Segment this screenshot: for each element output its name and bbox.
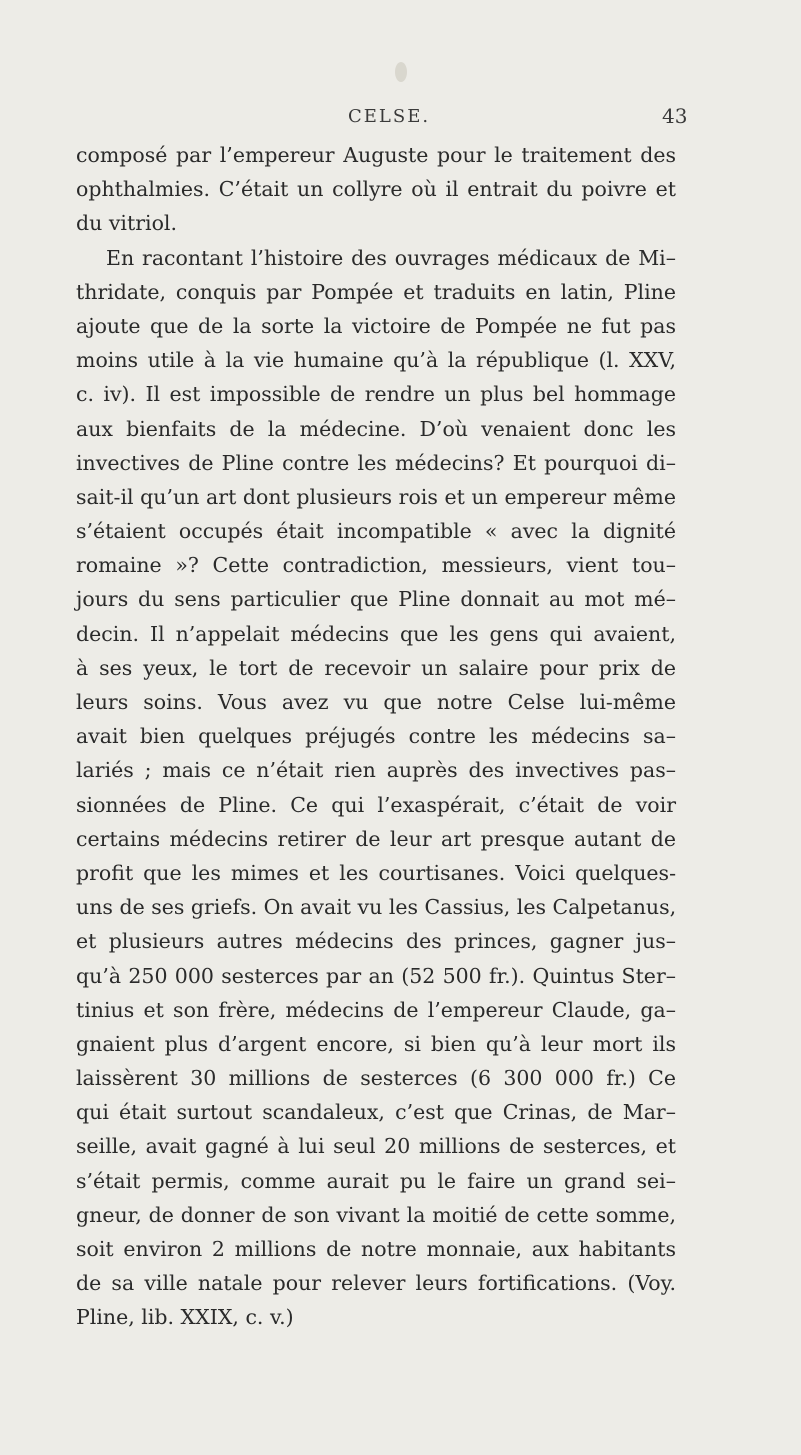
text-line: En racontant l’histoire des ouvrages médicaux de Mi– bbox=[106, 245, 676, 270]
text-line: s’étaient occupés était incompatible « avec la dignité bbox=[76, 519, 676, 544]
text-line: de sa ville natale pour relever leurs fortifications. (Voy. bbox=[76, 1271, 676, 1296]
text-line: à ses yeux, le tort de recevoir un salaire pour prix de bbox=[76, 655, 676, 680]
text-line: gnaient plus d’argent encore, si bien qu’à leur mort ils bbox=[76, 1031, 676, 1056]
text-line: uns de ses griefs. On avait vu les Cassius, les Calpetanus, bbox=[76, 895, 677, 920]
text-line: c. iv). Il est impossible de rendre un plus bel hommage bbox=[76, 382, 676, 407]
text-line: romaine »? Cette contradiction, messieurs, vient tou– bbox=[76, 553, 676, 578]
text-line: gneur, de donner de son vivant la moitié de cette somme, bbox=[76, 1202, 676, 1227]
text-line: sait-il qu’un art dont plusieurs rois et un empereur même bbox=[76, 484, 676, 509]
text-line: aux bienfaits de la médecine. D’où venaient donc les bbox=[76, 416, 676, 441]
text-line: invectives de Pline contre les médecins? Et pourquoi di– bbox=[76, 450, 676, 475]
running-title: CELSE. bbox=[348, 106, 431, 127]
text-line: s’était permis, comme aurait pu le faire un grand sei– bbox=[76, 1168, 676, 1193]
running-head bbox=[0, 106, 801, 136]
text-line: avait bien quelques préjugés contre les médecins sa– bbox=[76, 724, 676, 749]
page-number: 43 bbox=[662, 104, 688, 128]
text-line: decin. Il n’appelait médecins que les gens qui avaient, bbox=[76, 621, 676, 646]
text-line: et plusieurs autres médecins des princes, gagner jus– bbox=[76, 929, 676, 954]
text-line: composé par l’empereur Auguste pour le traitement des bbox=[76, 143, 676, 167]
text-line: thridate, conquis par Pompée et traduits en latin, Pline bbox=[76, 279, 676, 304]
text-line: laissèrent 30 millions de sesterces (6 300 000 fr.) Ce bbox=[76, 1066, 676, 1091]
text-line: lariés ; mais ce n’était rien auprès des invectives pas– bbox=[76, 758, 676, 783]
text-line: certains médecins retirer de leur art presque autant de bbox=[76, 826, 676, 851]
text-line: seille, avait gagné à lui seul 20 millions de sesterces, et bbox=[76, 1134, 676, 1159]
text-line: soit environ 2 millions de notre monnaie, aux habitants bbox=[76, 1237, 676, 1261]
text-line: tinius et son frère, médecins de l’empereur Claude, ga– bbox=[76, 997, 676, 1022]
text-line: qui était surtout scandaleux, c’est que Crinas, de Mar– bbox=[76, 1100, 676, 1125]
text-line: Pline, lib. XXIX, c. v.) bbox=[76, 1305, 294, 1330]
text-line: profit que les mimes et les courtisanes. Voici quelques- bbox=[76, 860, 676, 885]
text-line: moins utile à la vie humaine qu’à la république (l. XXV, bbox=[76, 348, 676, 373]
text-line: qu’à 250 000 sesterces par an (52 500 fr.). Quintus Ster– bbox=[76, 963, 676, 988]
text-line: du vitriol. bbox=[76, 211, 177, 236]
text-line: ophthalmies. C’était un collyre où il entrait du poivre et bbox=[76, 177, 676, 202]
body-text bbox=[76, 138, 676, 1335]
text-line: sionnées de Pline. Ce qui l’exaspérait, c’était de voir bbox=[76, 792, 676, 817]
text-line: ajoute que de la sorte la victoire de Pompée ne fut pas bbox=[76, 313, 676, 338]
ink-smudge bbox=[395, 62, 407, 82]
text-line: jours du sens particulier que Pline donnait au mot mé– bbox=[76, 587, 676, 612]
text-line: leurs soins. Vous avez vu que notre Celse lui-même bbox=[76, 690, 676, 714]
